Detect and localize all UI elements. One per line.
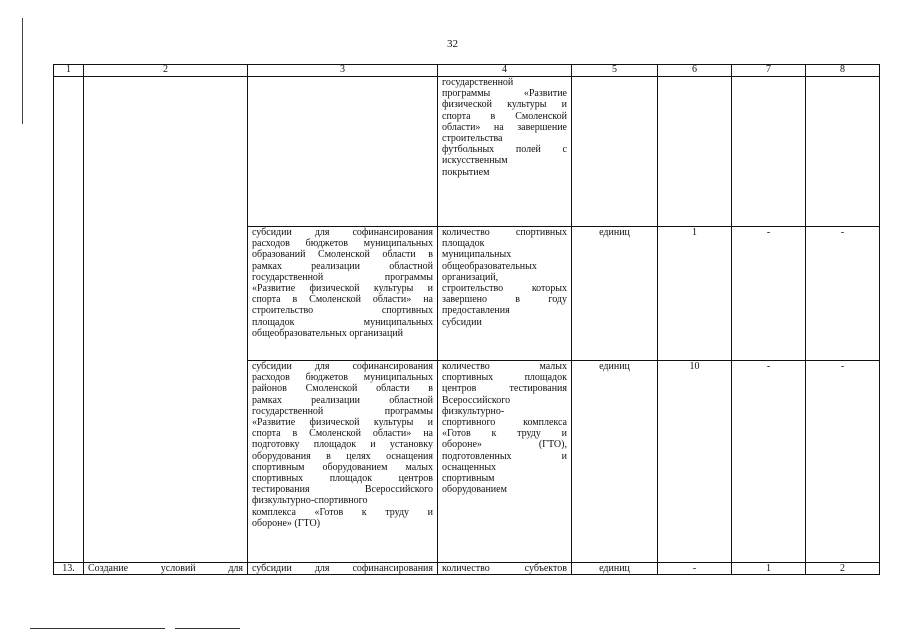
cell-text-line: футбольных полей с <box>442 144 567 156</box>
cell-text-line: спортивных площадок центров <box>252 473 433 485</box>
binding-margin-line <box>22 18 23 124</box>
table-cell <box>658 77 732 227</box>
table-cell <box>84 77 248 563</box>
cell-text-line: покрытием <box>442 166 490 178</box>
indicator-description-cell <box>438 361 572 563</box>
table-cell <box>572 77 658 227</box>
cell-text-line: завершено в году <box>442 294 567 306</box>
value-cell: 2 <box>806 563 880 575</box>
cell-text-line: расходов бюджетов муниципальных <box>252 372 433 384</box>
cell-text-line: государственной <box>442 77 514 88</box>
indicator-description-cell: количество субъектов <box>438 563 572 575</box>
unit-cell: единиц <box>572 227 658 361</box>
measure-description-cell: субсидии для софинансирования <box>248 563 438 575</box>
cell-text-line: государственной программы <box>252 271 433 283</box>
cell-text-line: обороне» (ГТО) <box>252 517 321 529</box>
cell-text-line: образований Смоленской области в <box>252 249 433 261</box>
cell-text-line: физкультурно-спортивного <box>252 495 368 507</box>
page-number: 32 <box>447 38 458 50</box>
cell-text-line: субсидии для софинансирования <box>252 361 433 372</box>
cell-text-line: спорта в Смоленской области» на <box>252 294 433 306</box>
value-cell: 10 <box>658 361 732 563</box>
cell-text-line: количество малых <box>442 361 567 372</box>
column-number-row <box>54 65 880 77</box>
cell-text-line: оснащенных <box>442 461 497 473</box>
cell-text-line: спорта в Смоленской области» на <box>252 428 433 440</box>
task-name-cell: Создание условий для <box>84 563 248 575</box>
cell-text-line: оборудования в целях оснащения <box>252 450 433 462</box>
cell-text-line: подготовленных и <box>442 450 567 462</box>
value-cell: 1 <box>732 563 806 575</box>
table-cell <box>732 77 806 227</box>
cell-text-line: искусственным <box>442 155 508 167</box>
cell-text-line: «Развитие физической культуры и <box>252 417 433 429</box>
footnote-separator <box>30 628 240 629</box>
cell-text-line: строительство спортивных <box>252 305 433 317</box>
measure-description-cell <box>248 227 438 361</box>
cell-text-line: рамках реализации областной <box>252 394 433 406</box>
cell-text-line: предоставления <box>442 305 510 317</box>
cell-text-line: физкультурно- <box>442 405 505 417</box>
cell-text-line: площадок <box>442 238 485 250</box>
cell-text-line: Всероссийского <box>442 394 511 406</box>
value-cell: - <box>732 227 806 361</box>
cell-text-line: программы «Развитие <box>442 88 567 100</box>
cell-text-line: области» на завершение <box>442 121 567 133</box>
cell-text-line: расходов бюджетов муниципальных <box>252 238 433 250</box>
cell-text-line: организаций, <box>442 271 499 283</box>
table-row <box>54 563 880 575</box>
cell-text-line: подготовку площадок и установку <box>252 439 433 451</box>
cell-text-line: общеобразовательных организаций <box>252 327 404 339</box>
unit-cell: единиц <box>572 361 658 563</box>
measure-description-cell <box>248 361 438 563</box>
indicator-description-cell <box>438 227 572 361</box>
column-header: 6 <box>658 65 732 77</box>
cell-text-line: спортивного комплекса <box>442 417 567 429</box>
value-cell: - <box>732 361 806 563</box>
cell-text-line: физической культуры и <box>442 99 567 111</box>
indicator-table <box>53 64 880 575</box>
table-row <box>54 77 880 227</box>
indicator-description-cell <box>438 77 572 227</box>
cell-text-line: количество спортивных <box>442 227 567 238</box>
cell-text-line: государственной программы <box>252 405 433 417</box>
table-cell <box>248 77 438 227</box>
column-header: 5 <box>572 65 658 77</box>
cell-text-line: оборудованием <box>442 484 507 496</box>
value-cell: - <box>806 227 880 361</box>
cell-text-line: площадок муниципальных <box>252 316 433 328</box>
value-cell: - <box>658 563 732 575</box>
cell-text-line: муниципальных <box>442 249 512 261</box>
table-cell <box>806 77 880 227</box>
column-header: 1 <box>54 65 84 77</box>
cell-text-line: тестирования Всероссийского <box>252 484 433 496</box>
cell-text-line: общеобразовательных <box>442 260 537 272</box>
cell-text-line: районов Смоленской области в <box>252 383 433 395</box>
cell-text-line: спортивным <box>442 473 495 485</box>
unit-cell: единиц <box>572 563 658 575</box>
cell-text-line: субсидии <box>442 316 482 328</box>
value-cell: - <box>806 361 880 563</box>
cell-text-line: «Готов к труду и <box>442 428 567 440</box>
cell-text-line: субсидии для софинансирования <box>252 227 433 238</box>
table-cell <box>54 77 84 563</box>
row-number-cell: 13. <box>54 563 84 575</box>
cell-text-line: рамках реализации областной <box>252 260 433 272</box>
column-header: 3 <box>248 65 438 77</box>
value-cell: 1 <box>658 227 732 361</box>
column-header: 7 <box>732 65 806 77</box>
cell-text-line: комплекса «Готов к труду и <box>252 506 433 518</box>
column-header: 2 <box>84 65 248 77</box>
cell-text-line: «Развитие физической культуры и <box>252 283 433 295</box>
cell-text-line: спортивным оборудованием малых <box>252 461 433 473</box>
column-header: 4 <box>438 65 572 77</box>
column-header: 8 <box>806 65 880 77</box>
cell-text-line: обороне» (ГТО), <box>442 439 567 451</box>
cell-text-line: спортивных площадок <box>442 372 567 384</box>
cell-text-line: строительство которых <box>442 283 567 295</box>
cell-text-line: строительства <box>442 133 503 145</box>
cell-text-line: спорта в Смоленской <box>442 110 567 122</box>
cell-text-line: центров тестирования <box>442 383 567 395</box>
